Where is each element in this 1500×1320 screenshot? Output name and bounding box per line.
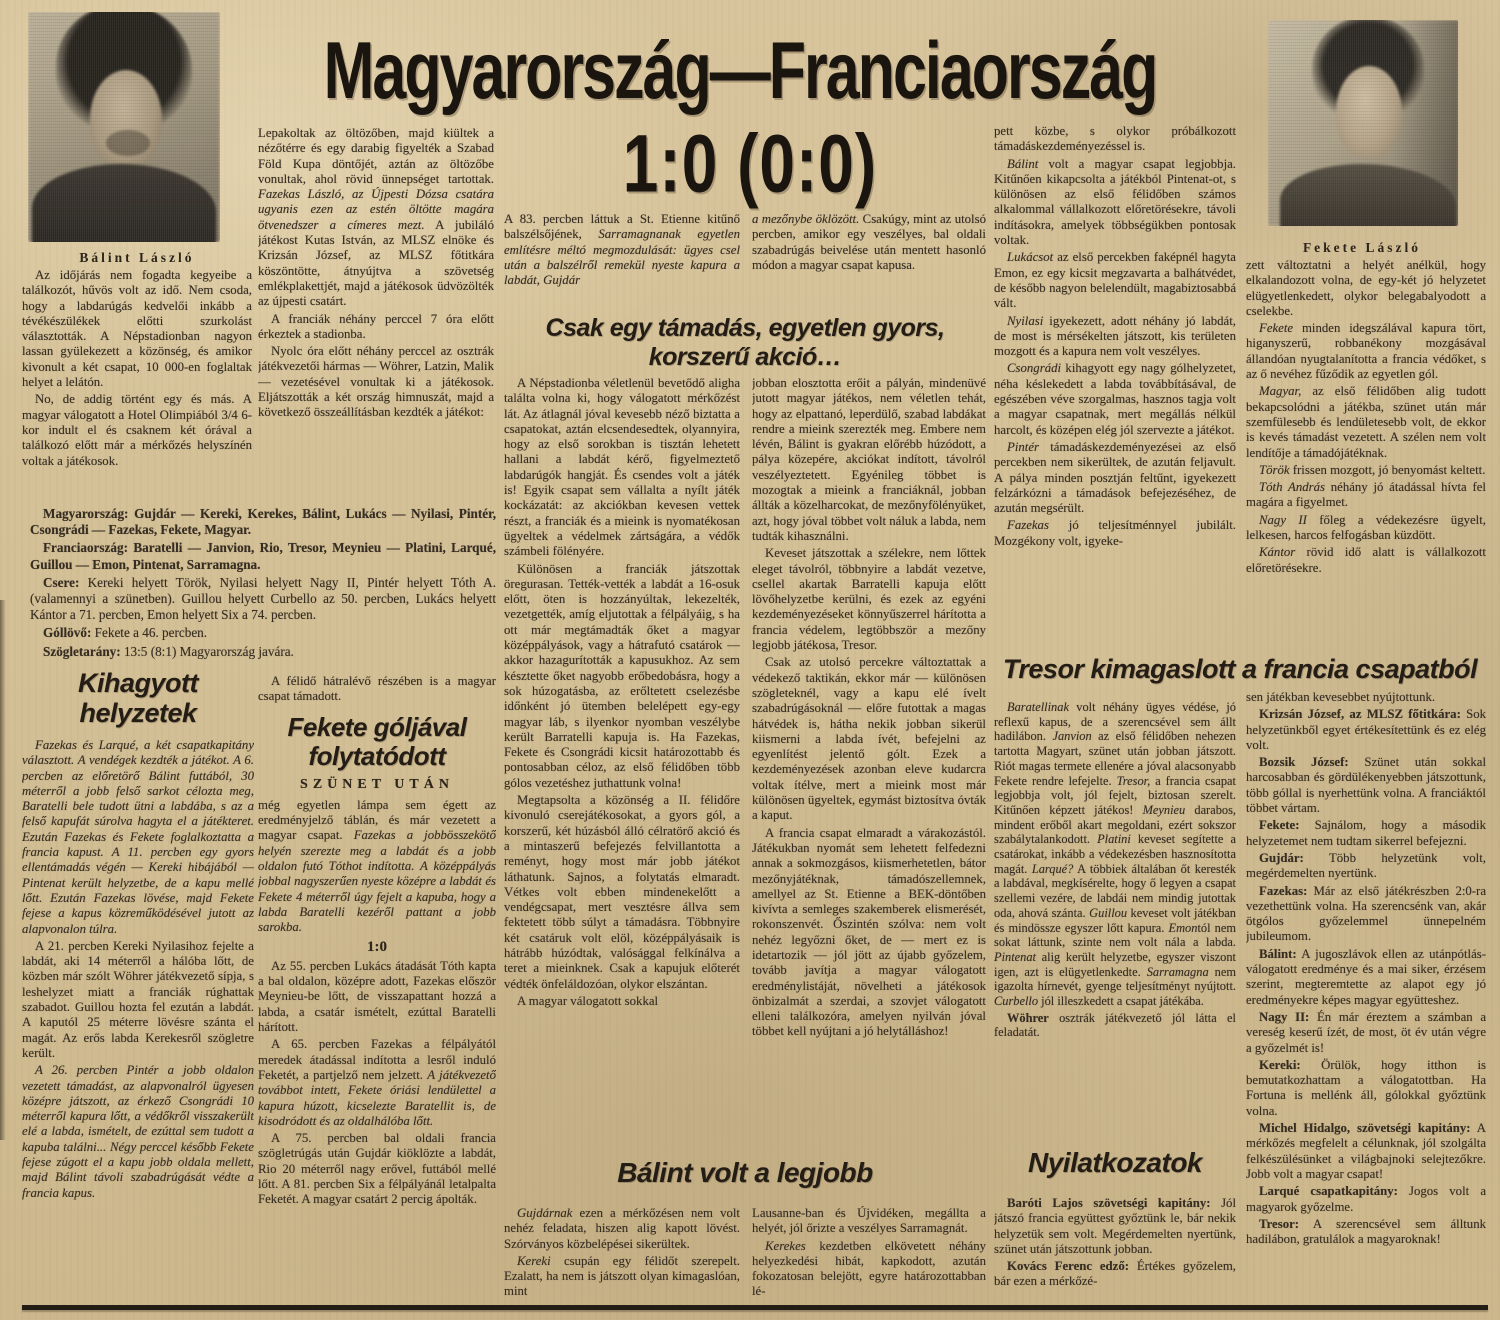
corner-ratio xyxy=(30,644,496,660)
lineup-block xyxy=(30,506,496,664)
corners-text: 13:5 (8:1) Magyarország javára. xyxy=(123,643,294,659)
player-note xyxy=(994,518,1236,549)
text-run: jól illeszkedett a csapat játékába. xyxy=(1038,994,1204,1009)
player-name: Sarramagna xyxy=(1146,964,1209,979)
paragraph: Keveset játszottak a szélekre, nem lőttek eleget távolról, többnyire a labdát vezetve, csellel akartak Barratelli kapuja előtt lövőhelyzetbe kerülni, és ezek az egyéni kezdeményezéseket könnyűszerrel hárította a francia védelem, legtöbbször a mezőny legjobb játékosa, Tresor. xyxy=(752,546,986,653)
text-run: keveset volt játékban és mindössze egyszer lőtt kapura. xyxy=(994,905,1236,935)
analysis-column-right xyxy=(752,376,986,1152)
paragraph: Az 55. percben Lukács átadását Tóth kapta a bal oldalon, középre adott, Fazekas először Meynieu-be lőtt, de visszapattant hozzá a labda, a csatár ismételt, ezúttal Baratelli hárított. xyxy=(258,958,496,1035)
lineup-hungary xyxy=(30,506,496,538)
player-name: Bálint xyxy=(1007,156,1039,171)
paragraph: A 21. percben Kereki Nyilasihoz fejelte a labdát, aki 14 méterről a hálóba lőtt, de közben már szólt Wöhrer játékvezető sípja, s leshelyzet miatt a franciák rúghattak szabadot. Guillou hozta fel ezután a labdát. A kaputól 25 méterre lövésre szánta el magát. Az erős labda Kerekesről szögletre került. xyxy=(22,938,254,1060)
speaker-name: Kereki: xyxy=(1259,1057,1301,1072)
goalscorer xyxy=(30,625,496,641)
player-name: Larqué? xyxy=(1031,861,1074,876)
section-missed-chances xyxy=(22,668,254,1304)
speaker-name: Bálint: xyxy=(1259,946,1297,961)
paragraph: Megtapsolta a közönség a II. félidőre kivonuló cserejátékosokat, a gyors gól, a korszerű, két húzásból álló célratörő akció és a mintaszerű befejezés felvillantotta a reményt, hogy most már jobb játékot láthatunk. Sajnos, a folytatás elmaradt. Vétkes volt ebben mindenekelőtt a vendégcsapat, mert vesztésre állva sem fektetett több súlyt a támadásra. Többnyire két csatáruk volt elöl, középpályásaik is hátrább húzódtak, valósággal felkínálva a teret a mieinknek. Csak a kapujuk előterét védték önfeláldozóan, olykor elszántan. xyxy=(504,793,740,991)
player-note xyxy=(1246,321,1486,382)
statements-right xyxy=(1246,690,1486,1304)
substitutions xyxy=(30,575,496,624)
corners-label: Szögletarány: xyxy=(43,643,121,659)
quote-text: A jugoszlávok ellen az utánpótlás-válogatott eredménye és a mai siker, érzésem szerint, megteremtette az alapot egy jó eredményekre képes magyar együtteshez. xyxy=(1246,946,1486,1007)
photo-grain xyxy=(1268,20,1458,226)
text-run: osztrák játékvezető jól látta el feladatát. xyxy=(994,1010,1236,1040)
paragraph: A 26. percben Pintér a jobb oldalon vezetett támadást, az alapvonalról ügyesen középre játszott, az érkező Csongrádi 10 méterről kapura lőtt, a védőkről visszakerült elé a labda, ismételt, de ezúttal sem tudott a kapuba találni... Négy perccel később Fekete fejese zúgott el a kapu jobb oldala mellett, majd Bálint távoli szabadrúgását védte a francia kapus. xyxy=(22,1063,254,1200)
quote-text: A mérkőzés megfelelt a célunknak, jól szolgálta felkészülésünket a világbajnoki selejtezőkre. Jobb volt a magyar csapat! xyxy=(1246,1121,1486,1181)
section-heading-balint-best: Bálint volt a legjobb xyxy=(617,1157,873,1188)
analysis-column-left xyxy=(504,376,740,1152)
paragraph: A magyar válogatott sokkal xyxy=(517,993,659,1008)
player-name: Tresor, xyxy=(1116,773,1151,788)
quote-text: Több helyzetünk volt, megérdemelten nyertünk. xyxy=(1246,850,1486,881)
text-run-italic: a mezőnybe öklözött. xyxy=(752,212,860,226)
referee-name: Wöhrer xyxy=(1007,1010,1049,1025)
quote xyxy=(1246,755,1486,816)
player-name: Magyar, xyxy=(1259,384,1302,399)
paragraph: Fazekas és Larqué, a két csapatkapitány választott. A vendégek kezdték a játékot. A 6. percben az előretörő Bálint futtából, 30 méterről a jobb felső sarkot célozta meg, Baratelli bele tudott ütni a labdába, s az a felső kapufát súrolva hagyta el a játékteret. Ezután Fazekas és Fekete foglalkoztatta a francia kapust. A 11. percben egy gyors ellentámadás végén — Kereki hibájából — Pintenat került helyzetbe, de a kapu mellé lőtt. Ezután Fazekas lövése, majd Fekete fejese a kapus közreműködésével jutott az alapvonalon túlra. xyxy=(22,738,254,936)
player-note xyxy=(1246,545,1486,576)
speaker-name: Larqué csapatkapitány: xyxy=(1259,1184,1398,1199)
player-note xyxy=(994,361,1236,437)
text-run: igyekezett, adott néhány jó labdát, de most is mérsékelten játszott, kis területen mozgott és a kapura nem volt veszélyes. xyxy=(994,313,1236,359)
text-run: A 83. percben láttuk a St. Etienne kitűnő balszélsőjének, xyxy=(504,212,740,242)
quote xyxy=(1246,947,1486,1008)
paragraph: sen játékban kevesebbet nyújtottunk. xyxy=(1246,690,1436,704)
text-run: a francia csapat legjobbja volt, jól fejelt, biztosan szerelt. Kitűnően képzett játékos! xyxy=(994,773,1236,817)
text-run-italic: Fazekas László, az Újpesti Dózsa csatára ugyanis ezen az estén öltötte magára ötvenedszer a címeres mezt. xyxy=(258,187,494,232)
team-label: Franciaország: xyxy=(43,540,128,556)
paragraph: A francia csapat elmaradt a várakozástól. Játékukban nyomát sem lehetett felfedezni annak a sokmozgásos, kiismerhetetlen, bátor mezőnyjátéknak, támadószellemnek, amellyel az St. Etienne a BEK-döntőben kivívta a semleges szakemberek elismerését, rokonszenvét. Őszintén szólva: nem volt nehéz legyőzni őket, de — mert ez is idetartozik — jól jött az újabb győzelem, tovább javítja a magyar válogatott eredménylistáját, növelheti a játékosok önbizalmát a szerdai, a szovjet válogatott elleni találkozóra, amelyen nyilván jóval többet kell nyújtani a jó helytálláshoz! xyxy=(752,825,986,1039)
quote-text: Én már éreztem a számban a vereség keserű ízét, de most, öt év után végre a győzelmét is! xyxy=(1246,1009,1486,1055)
text-run: csupán egy félidőt szerepelt. Ezalatt, ha nem is játszott olyan kimagaslóan, mint xyxy=(504,1253,740,1299)
player-name: Kántor xyxy=(1259,545,1296,560)
speaker-name: Gujdár: xyxy=(1259,850,1304,865)
photo-fekete-laszlo xyxy=(1268,20,1458,226)
balint-best-right xyxy=(752,1206,986,1306)
quote-text: A szerencsével sem álltunk hadilábon, gratulálok a magyaroknak! xyxy=(1246,1216,1486,1247)
text-run: jó teljesítménnyel jubilált. Mozgékony volt, igyeke- xyxy=(994,518,1236,548)
scan-edge-artifact xyxy=(0,600,6,1140)
late-saves-left xyxy=(504,212,740,310)
quote xyxy=(1246,818,1486,849)
text-run: frissen mozgott, jó benyomást keltett. xyxy=(1289,462,1486,477)
photo-caption-right: Fekete László xyxy=(1302,240,1422,255)
quote-text: Jól játszó francia együttest győztünk le, bár nekik helyzetük sem volt. Megérdemelten nyertünk, szünet után játszottunk jobban. xyxy=(994,1196,1236,1256)
text-run: rövid idő alatt is vállalkozott előretörésekre. xyxy=(1246,545,1486,575)
inline-score: 1:0 xyxy=(367,938,387,955)
text-run: darabos, mindent erőből akart megoldani, ezért sokszor szabálytalankodott. xyxy=(994,802,1236,847)
player-name: Pintenat xyxy=(994,949,1036,964)
paragraph: zett változtatni a helyét anélkül, hogy elkalandozott volna, de egy-két jó helyzetet elügyetlenkedett, olykor belegabalyodott a cselekbe. xyxy=(1246,258,1486,318)
player-name: Emon xyxy=(1168,920,1198,935)
player-name: Pintér xyxy=(1007,439,1039,454)
player-note xyxy=(994,250,1236,311)
lineup-france xyxy=(30,540,496,572)
text-run: támadáskezdeményezései az első percekben nem sikerültek, de azután feljavult. A pálya minden posztján feltűnt, igyekezett felzárkózni a támadások befejezéséhez, de azután megsérült. xyxy=(994,439,1236,516)
goal-label: Góllövő: xyxy=(43,625,92,641)
player-note xyxy=(994,440,1236,516)
text-run: néhány jó átadással hívta fel magára a figyelmet. xyxy=(1246,480,1486,510)
paragraph: jobban elosztotta erőit a pályán, mindenüvé jutott magyar játékos, nem véletlen tehát, hogy az elpattanó, leperdülő, szabad labdákat rendre a mieink szerezték meg. Embere nem lévén, Bálint is gyakran előrébb húzódott, a pálya közepére, akciókat indított, távolról veszélyeztetett. Egyénileg többet is mozogtak a mieink a franciáknál, jobban állták a közelharcokat, de mezőnyfölényüket, azt, hogy jóval többet volt náluk a labda, nem tudták kihasználni. xyxy=(752,376,986,543)
text-run: nem igazolta hírnevét, gyenge teljesítményt nyújtott. xyxy=(994,964,1236,994)
speaker-name: Michel Hidalgo, szövetségi kapitány: xyxy=(1259,1121,1471,1136)
opening-column xyxy=(258,126,494,504)
paragraph: Csak az utolsó percekre változtattak a védekező taktikán, ekkor már — különösen szögleteknél, vagy a kapu elé ívelt szabadrúgásoknál — előre futottak a magas hátvédek is, hátha nekik jobban sikerül kiismerni a labda ívét, befejelni az egyenlítést jelentő gólt. Ezek a kezdeményezések azonban eleve kudarcra voltak ítélve, mert a mieink most már különösen ügyeltek, egymást biztosítva óvták a kaput. xyxy=(752,655,986,823)
quote-text: Örülök, hogy itthon is bemutatkozhattam a válogatottban. Ha Fortuna is mellénk áll, gólokkal győztünk volna. xyxy=(1246,1057,1486,1118)
quote-text: Sajnálom, hogy a második helyzetemet nem tudtam sikerrel befejezni. xyxy=(1246,818,1486,848)
quote xyxy=(1246,1217,1486,1248)
player-name: Csongrádi xyxy=(1007,361,1062,376)
quote xyxy=(1246,1121,1486,1182)
text-run: alig került helyzetbe, egyszer viszont igen, azt is elügyetlenkedte. xyxy=(994,949,1236,979)
speaker-name: Krizsán József, az MLSZ főtitkára: xyxy=(1259,707,1461,722)
player-name: Baratellinak xyxy=(1007,700,1069,714)
bottom-rule xyxy=(22,1305,1488,1310)
quote-text: Értékes győzelem, bár ezen a mérkőzé- xyxy=(994,1259,1236,1289)
match-score: 1:0 (0:0) xyxy=(622,117,878,210)
speaker-name: Fekete: xyxy=(1259,818,1300,833)
paragraph: No, de addig történt egy és más. A magyar válogatott a Hotel Olimpiából 3/4 6-kor indult el és csaknem két órával a találkozó előtt már a mérkőzés helyszínén voltak a játékosok. xyxy=(22,392,252,468)
speaker-name: Baróti Lajos szövetségi kapitány: xyxy=(1007,1196,1211,1210)
text-run: volt néhány ügyes védése, jó reflexű kapus, de a szerencsével sem állt hadilábon. xyxy=(994,700,1236,744)
text-run: az első félidőben nehezen tartotta Magyart, szünet után jobban játszott. Riót magas termete ellenére a jóval alacsonyabb Fekete rendre lefejelte. xyxy=(994,729,1236,788)
paragraph xyxy=(504,1206,740,1252)
text-run: tól nem sokat láttunk, szinte nem volt nála a labda. xyxy=(994,920,1236,950)
late-saves-right xyxy=(752,212,986,310)
paragraph: Az időjárás nem fogadta kegyeibe a találkozót, hűvös volt az idő. Nem csoda, hogy a labdarúgás kedvelői inkább a tévékészülékek előtti szurkolást választották. A Népstadionban nagyon lassan gyülekezett a közönség, és amikor kivonult a két csapat, 10 000-en foglaltak helyet a lelátón. xyxy=(22,268,252,390)
speaker-name: Fazekas: xyxy=(1259,883,1308,898)
speaker-name: Bozsik József: xyxy=(1259,755,1349,770)
player-name: Fazekas xyxy=(1007,518,1049,533)
paragraph xyxy=(752,212,986,273)
team-players: Baratelli — Janvion, Rio, Tresor, Meynieu — Platini, Larqué, Guillou — Emon, Pintenat, Sarramagna. xyxy=(30,540,496,572)
quote-text: Már az első játékrészben 2:0-ra vezethettünk volna. Ha szerencsénk van, akár ötgólos győzelemmel ünnepelném jubileumom. xyxy=(1246,883,1486,944)
section-heading-action: Csak egy támadás, egyetlen gyors, korszerű akció… xyxy=(545,314,945,371)
section-heading-statements: Nyilatkozatok xyxy=(1028,1147,1202,1178)
referee-note xyxy=(994,1011,1236,1040)
section-goal xyxy=(258,674,496,1304)
quote-text: Sok helyzetünkből egyet értékesítettünk és ez elég volt. xyxy=(1246,707,1486,752)
quote xyxy=(994,1196,1236,1257)
player-name: Nyilasi xyxy=(1007,313,1044,328)
paragraph: pett közbe, s olykor próbálkozott támadáskezdeményezéssel is. xyxy=(994,124,1236,154)
quote-text: Szünet után sokkal harcosabban és gördülékenyebben játszottunk, több góllal is nyerhettünk volna. A franciáktól többet vártam. xyxy=(1246,755,1486,816)
player-note xyxy=(1246,513,1486,544)
quote xyxy=(1246,1058,1486,1119)
text-run: az első félidőben alig tudott bekapcsolódni a játékba, szünet után már szemfülesebb és lendületesebb volt, de ekkor is kevés támadást vezetett. A szélen nem volt lendítője a támadójátéknak. xyxy=(1246,384,1486,460)
paragraph xyxy=(258,126,494,310)
speaker-name: Kovács Ferenc edző: xyxy=(1007,1259,1130,1274)
quote-text: Jogos volt a magyarok győzelme. xyxy=(1246,1184,1486,1214)
player-name: Curbello xyxy=(994,994,1039,1009)
section-heading: Fekete góljával folytatódott xyxy=(287,711,467,771)
quote xyxy=(1246,851,1486,882)
section-heading: Kihagyott helyzetek xyxy=(78,668,198,728)
quote xyxy=(1246,1184,1486,1215)
text-run: még egyetlen lámpa sem égett az eredményjelző táblán, és már vezetett a magyar csapat. xyxy=(258,797,496,843)
player-note xyxy=(994,314,1236,360)
player-note xyxy=(1246,463,1486,478)
player-name: Platini xyxy=(1097,832,1131,847)
intro-column xyxy=(22,268,252,504)
paragraph: Nyolc óra előtt néhány perccel az osztrák játékvezetői hármas — Wöhrer, Latzin, Malik — vezetésével vonultak ki a játékosok. Eljátszották a két ország himnuszát, majd a következő összeállításban kezdték a játékot: xyxy=(258,344,494,420)
player-name: Lukácsot xyxy=(1007,250,1054,265)
speaker-name: Tresor: xyxy=(1259,1216,1300,1231)
text-run: volt a magyar csapat legjobbja. Kitűnően kikapcsolta a játékból Pintenat-ot, s különösen az első félidőben számos alkalommal vállalkozott előretörésekre, távoli indításokra, amelyek többségükben pontosak voltak. xyxy=(994,156,1236,248)
paragraph xyxy=(258,798,496,936)
player-note xyxy=(994,157,1236,249)
quote xyxy=(1246,707,1486,753)
ratings-column-hu xyxy=(994,124,1236,652)
speaker-name: Nagy II: xyxy=(1259,1009,1310,1024)
paragraph xyxy=(258,1037,496,1129)
quote xyxy=(994,1259,1236,1290)
text-run: ezen a mérkőzésen nem volt nehéz feladata, hiszen alig kapott lövést. Szórványos közbelépései sikerültek. xyxy=(504,1206,740,1251)
section-heading-tresor: Tresor kimagaslott a francia csapatból xyxy=(1002,654,1478,684)
ratings-column-hu-cont xyxy=(1246,258,1486,650)
text-run: keveset segítette a csatárokat, inkább a védekezésben hasznosította magát. xyxy=(994,832,1236,876)
text-run: A többiek általában őt keresték a labdával, megkísérelte, hogy ő legyen a csapat szellemi vezére, de labdái nem mindig jutottak oda, ahová szánta. xyxy=(994,861,1236,920)
team-players: Gujdár — Kereki, Kerekes, Bálint, Lukács — Nyilasi, Pintér, Csongrádi — Fazekas, Fekete, Magyar. xyxy=(30,506,496,538)
paragraph xyxy=(504,1254,740,1300)
player-name: Kerekes xyxy=(765,1238,806,1253)
paragraph: A Népstadionba véletlenül bevetődő aligha találta volna ki, hogy válogatott mérkőzést lát. Az átlagnál jóval kevesebb néző biztatta a csapatokat, aztán elcsendesedtek, olyannyira, hogy az első sorokban is tisztán lehetett hallani a labdát kérő, figyelmeztető labdarúgók hangját. És csendes volt a játék is! Egyik csapat sem vállalta a nyílt játék kockázatát: az akciókban kevesen vettek részt, a franciák és a mieink is nyomatékosan ügyeltek a védelmek zártságára, a védők számbeli fölényére. xyxy=(504,376,740,559)
text-run: főleg a védekezésre ügyelt, lelkesen, harcos felfogásban küzdött. xyxy=(1246,512,1486,543)
main-headline: Magyarország—Franciaország xyxy=(323,25,1157,116)
player-name: Janvion xyxy=(1052,729,1092,744)
player-name: Fekete xyxy=(1259,321,1294,336)
text-run-italic: A játékvezető továbbot intett, Fekete óriási lendülettel a kapura húzott, kicselezte Baratellit is, de kisodródott és az oldalhálóba lőtt. xyxy=(258,1067,496,1128)
photo-balint-laszlo xyxy=(28,12,220,242)
paragraph: A 75. percben bal oldali francia szögletrúgás után Gujdár kiöklözte a labdát, Rio 20 méterről nagy erővel, futtából mellé lőtt. A 81. percben Six a félpályánál letalpalta Feketét. A magyar csatárt 2 percig ápolták. xyxy=(258,1131,496,1207)
paragraph: A félidő hátralévő részében is a magyar csapat támadott. xyxy=(258,674,496,704)
player-name: Gujdárnak xyxy=(517,1206,573,1220)
player-name: Guillou xyxy=(1089,905,1128,920)
text-run: Lepakoltak az öltözőben, majd kiültek a nézőtérre és egy darabig figyelték a Szabad Föld Kupa döntőjét, aztán az öltözőbe vonultak, ahol rövid ünnepséget tartottak. xyxy=(258,126,494,186)
text-run: A 65. percben Fazekas a félpályától meredek átadással indította a lesről induló Feketét, a partjelző nem jelzett. xyxy=(258,1037,496,1082)
balint-best-left xyxy=(504,1206,740,1306)
player-name: Tóth András xyxy=(1259,480,1325,495)
player-name: Nagy II xyxy=(1259,512,1307,527)
player-note xyxy=(1246,384,1486,460)
quote xyxy=(1246,1010,1486,1056)
text-run: kihagyott egy nagy gólhelyzetet, néha késlekedett a labda továbbításával, de egészében véve szorgalmas, hasznos tagja volt a magyar csapatnak, mert megállás nélkül harcolt, és középen elég jól szervezte a játékot. xyxy=(994,361,1236,437)
photo-grain xyxy=(28,12,220,242)
player-name: Meynieu xyxy=(1142,802,1186,817)
paragraph xyxy=(752,1239,986,1300)
text-run: az első percekben faképnél hagyta Emon, ez egy kicsit megzavarta a balhátvédet, de később nagyon belelendült, magabiztosabbá vált. xyxy=(994,250,1236,311)
subheading: SZÜNET UTÁN xyxy=(300,776,454,792)
text-run-italic: Sarramagnanak egyetlen említésre méltó megmozdulását: ügyes csel után a balszélről remekül nyeste kapura a labdát, Gujdár xyxy=(504,227,740,288)
subs-label: Csere: xyxy=(43,574,80,590)
text-run: minden idegszálával kapura tört, higanyszerű, robbanékony mozgásával állandóan nyugtalanította a francia védőket, s az ő nevéhez fűződik az egyetlen gól. xyxy=(1246,321,1486,382)
photo-caption-left: Bálint László xyxy=(79,250,195,265)
paragraph: Különösen a franciák játszottak öregurasan. Tették-vették a labdát a 16-osuk előtt, öten is hozzányúltak, lekezelték, vezetgették, amíg eljutottak a félpályáig, s ha ott már megtámadták őket a magyar középpályások, vagy a hátrafutó csatárok — akkor hazagurították a kapusukhoz. Az sem késztette őket nagyobb erőbedobásra, hogy a sok húzogatásba, az erőltetett cselezésbe időnként jó ütemben belelépett egy-egy magyar láb, s ilyenkor nyomban veszélybe került Barratelli kapuja is. Ha Fazekas, Fekete és Csongrádi kicsit határozottabb és pontosabban céloz, az első félidőben több gólos vezetéshez juthattunk volna! xyxy=(504,561,740,790)
text-run: Csakúgy, mint az utolsó percben, amikor egy veszélyes, bal oldali szabadrúgás beivelése után mentett hasonló módon a magyar csapat kapusa. xyxy=(752,212,986,272)
team-label: Magyarország: xyxy=(43,506,129,521)
player-note xyxy=(1246,480,1486,511)
paragraph xyxy=(504,212,740,288)
subs-text: Kereki helyett Török, Nyilasi helyett Nagy II, Pintér helyett Tóth A. (valamennyi a szünetben). Guillou helyett Curbello az 50. percben, Lukács helyett Kántor a 71. percben, Emon helyett Six a 74. percben. xyxy=(30,574,496,623)
text-run-italic: Fazekas a jobbösszekötő helyén szerezte meg a labdát és a jobb oldalon futó Tóthot indította. A középpályás jobbal nagyszerűen nyeste középre a labdát és Fekete 4 méterről úgy fejelt a kapuba, hogy a labda Baratelli kezéről pattant a jobb sarokba. xyxy=(258,828,496,935)
statements-left xyxy=(994,1196,1236,1306)
goal-text: Fekete a 46. percben. xyxy=(94,625,208,641)
paragraph: Lausanne-ban és Újvidéken, megállta a helyét, jól őrizte a veszélyes Sarramagnát. xyxy=(752,1206,986,1236)
paragraph xyxy=(994,700,1236,1009)
paragraph: A franciák néhány perccel 7 óra előtt érkeztek a stadionba. xyxy=(258,311,494,341)
ratings-column-fr xyxy=(994,700,1236,1144)
text-run: A jubiláló játékost Kutas István, az MLSZ elnöke és Krizsán József, az MLSZ főtitkára köszöntötte, átnyújtva a szövetség emlékplakettjét, majd a játékosok üdvözölték az újpesti csatárt. xyxy=(258,217,494,309)
player-name: Török xyxy=(1259,462,1290,477)
player-name: Kereki xyxy=(517,1253,551,1268)
text-run: kezdetben elkövetett néhány helyezkedési hibát, kapkodott, azután fokozatosan belejött, egyre határozottabban lé- xyxy=(752,1238,986,1299)
quote xyxy=(1246,884,1486,945)
